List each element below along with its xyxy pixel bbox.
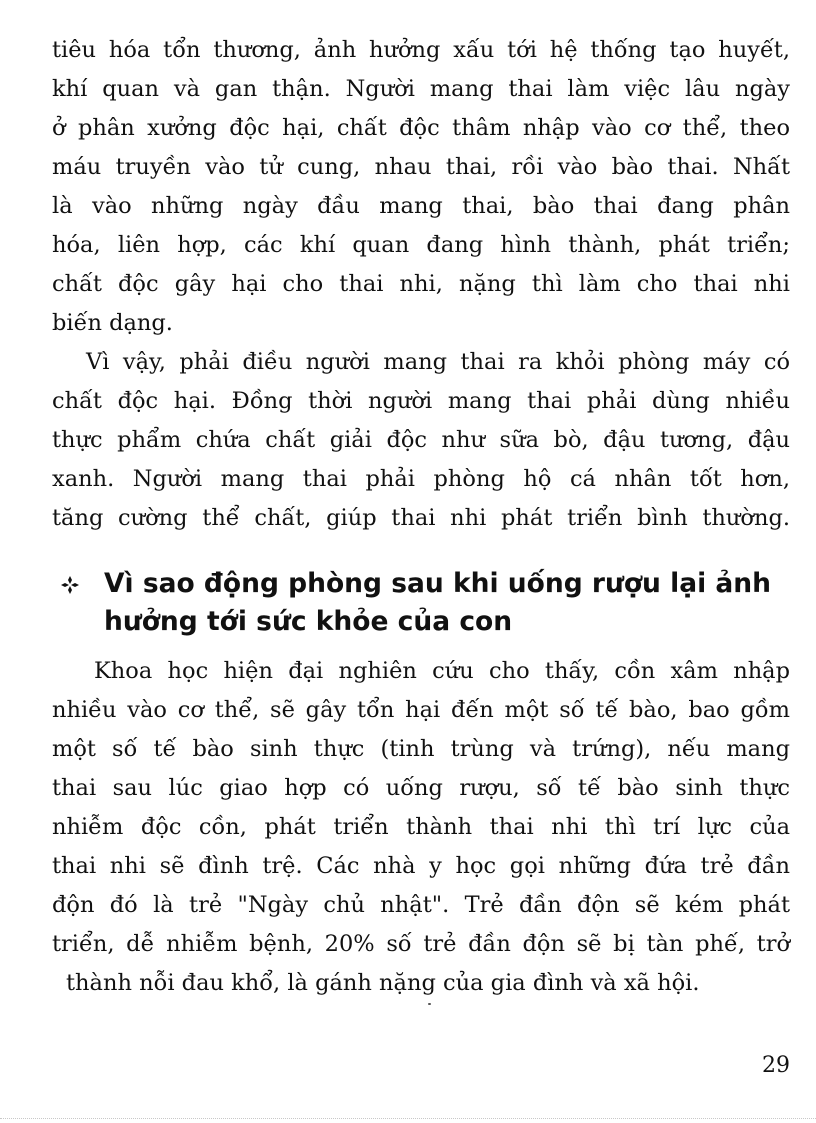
- paragraph-2-line: xanh. Người mang thai phải phòng hộ cá nhân tốt hơn,: [52, 466, 790, 492]
- paragraph-2-line: tăng cường thể chất, giúp thai nhi phát triển bình thường.: [52, 505, 790, 531]
- paragraph-1-line: hóa, liên hợp, các khí quan đang hình thành, phát triển;: [52, 232, 790, 258]
- paragraph-3-line: thành nỗi đau khổ, là gánh nặng của gia đình và xã hội.: [66, 970, 700, 996]
- paragraph-2: [52, 343, 790, 538]
- paragraph-1-line: ở phân xưởng độc hại, chất độc thâm nhập vào cơ thể, theo: [52, 115, 790, 141]
- paragraph-3-line: thai sau lúc giao hợp có uống rượu, số tế bào sinh thực: [52, 775, 790, 801]
- paragraph-3: [52, 652, 790, 1003]
- paragraph-3-line: thai nhi sẽ đình trệ. Các nhà y học gọi những đứa trẻ đần: [52, 853, 790, 879]
- paragraph-1-line: máu truyền vào tử cung, nhau thai, rồi vào bào thai. Nhất: [52, 154, 790, 180]
- page-bottom-edge: [0, 1118, 816, 1119]
- paragraph-2-line: thực phẩm chứa chất giải độc như sữa bò, đậu tương, đậu: [52, 427, 790, 453]
- section-heading: [58, 565, 798, 641]
- section-heading-line: hưởng tới sức khỏe của con: [104, 606, 513, 637]
- paragraph-1: [52, 31, 790, 343]
- page-number: 29: [762, 1053, 790, 1078]
- paragraph-3-line: Khoa học hiện đại nghiên cứu cho thấy, cồn xâm nhập: [94, 658, 790, 684]
- paragraph-1-line: khí quan và gan thận. Người mang thai làm việc lâu ngày: [52, 76, 790, 102]
- paragraph-3-line: triển, dễ nhiễm bệnh, 20% số trẻ đần độn sẽ bị tàn phế, trở: [52, 931, 790, 957]
- paragraph-3-line: nhiều vào cơ thể, sẽ gây tổn hại đến một số tế bào, bao gồm: [52, 697, 790, 723]
- paragraph-1-line: là vào những ngày đầu mang thai, bào thai đang phân: [52, 193, 790, 219]
- diamond-bullet-icon: [58, 565, 82, 603]
- stray-mark: [428, 1003, 431, 1005]
- paragraph-1-line: tiêu hóa tổn thương, ảnh hưởng xấu tới hệ thống tạo huyết,: [52, 37, 790, 63]
- paragraph-2-line: chất độc hại. Đồng thời người mang thai phải dùng nhiều: [52, 388, 790, 414]
- paragraph-3-line: độn đó là trẻ "Ngày chủ nhật". Trẻ đần độn sẽ kém phát: [52, 892, 790, 918]
- paragraph-2-line: Vì vậy, phải điều người mang thai ra khỏi phòng máy có: [86, 349, 790, 375]
- paragraph-3-line: nhiễm độc cồn, phát triển thành thai nhi thì trí lực của: [52, 814, 790, 840]
- paragraph-1-line: chất độc gây hại cho thai nhi, nặng thì làm cho thai nhi: [52, 271, 790, 297]
- paragraph-1-line: biến dạng.: [52, 310, 173, 336]
- paragraph-3-line: một số tế bào sinh thực (tinh trùng và trứng), nếu mang: [52, 736, 790, 762]
- section-heading-line: Vì sao động phòng sau khi uống rượu lại ảnh: [104, 568, 772, 599]
